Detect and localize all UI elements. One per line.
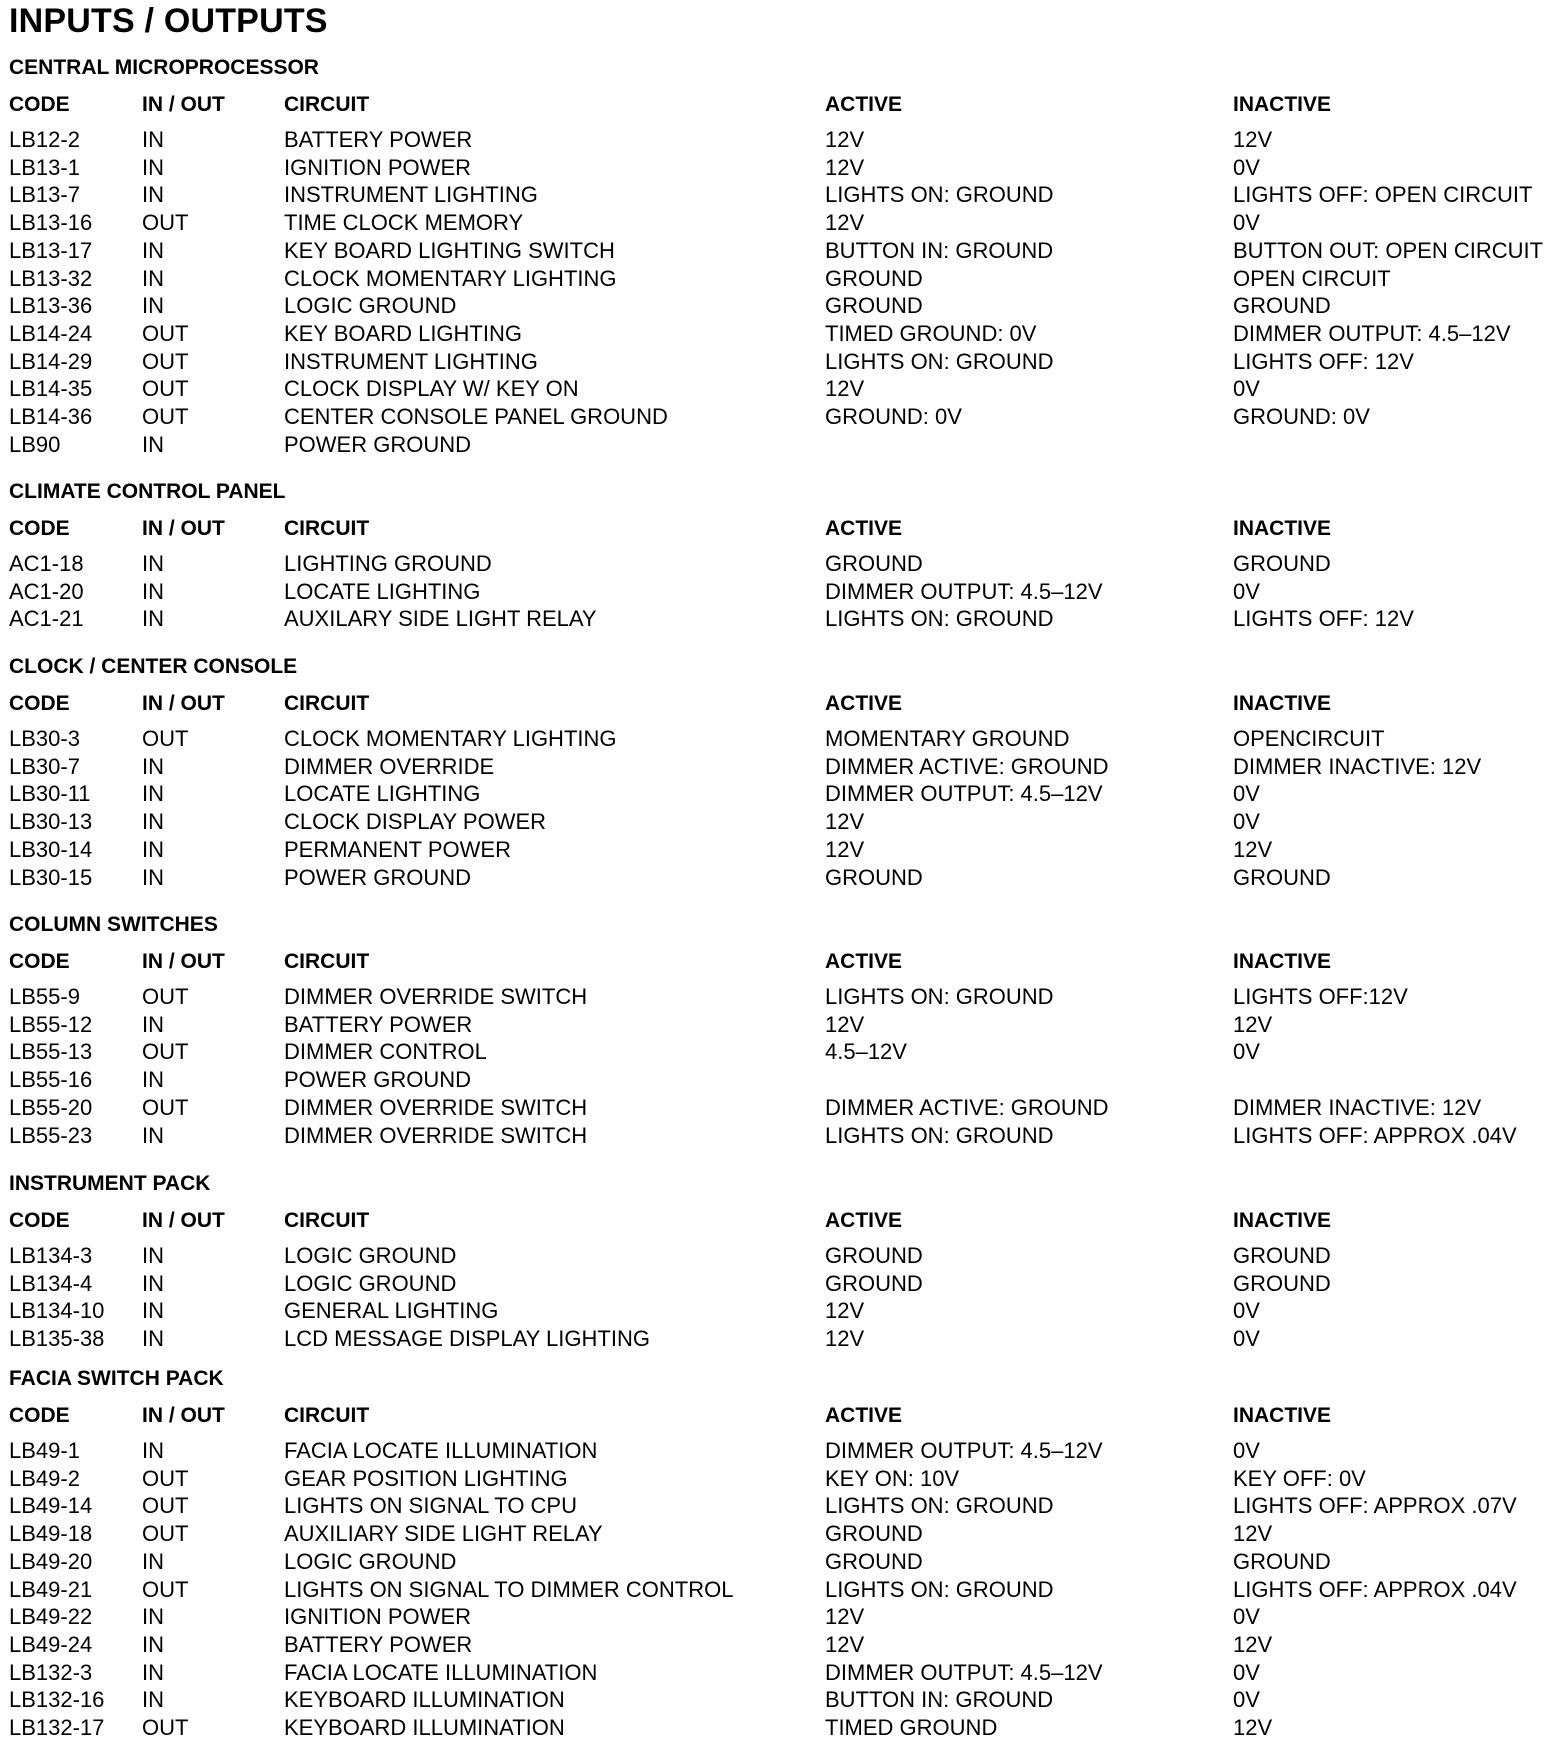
row-active: 12V	[825, 1298, 865, 1324]
row-active: GROUND	[825, 265, 923, 291]
row-circuit: INSTRUMENT LIGHTING	[284, 182, 538, 208]
row-inactive: GROUND	[1233, 1243, 1331, 1268]
column-header-io: IN / OUT	[142, 517, 225, 540]
row-active: 12V	[825, 809, 865, 835]
row-active: KEY ON: 10V	[825, 1465, 960, 1491]
row-circuit: LIGHTING GROUND	[284, 551, 492, 576]
row-inactive: 12V	[1233, 1521, 1273, 1547]
row-code: LB13-36	[9, 293, 93, 319]
column-header-code: CODE	[9, 93, 70, 116]
row-circuit: CLOCK MOMENTARY LIGHTING	[284, 726, 617, 751]
row-code: LB49-21	[9, 1576, 93, 1602]
column-header-io: IN / OUT	[142, 1404, 225, 1427]
row-io: IN	[142, 1011, 164, 1037]
row-inactive: 0V	[1233, 578, 1260, 604]
row-inactive: GROUND: 0V	[1233, 404, 1370, 429]
row-active: GROUND	[825, 551, 923, 576]
row-active: TIMED GROUND	[825, 1715, 998, 1740]
row-io: IN	[142, 1270, 164, 1296]
row-code: AC1-21	[9, 606, 84, 632]
row-circuit: LOGIC GROUND	[284, 1243, 457, 1268]
row-code: LB55-23	[9, 1122, 93, 1148]
column-header-active: ACTIVE	[825, 692, 903, 715]
row-code: LB14-24	[9, 320, 93, 346]
row-active: GROUND	[825, 293, 923, 319]
row-circuit: DIMMER OVERRIDE SWITCH	[284, 1094, 588, 1120]
row-io: IN	[142, 836, 164, 862]
row-io: OUT	[142, 1493, 189, 1519]
row-inactive: 0V	[1233, 376, 1260, 402]
column-header-circuit: CIRCUIT	[284, 1404, 370, 1427]
row-circuit: AUXILIARY SIDE LIGHT RELAY	[284, 1521, 603, 1547]
row-active: TIMED GROUND: 0V	[825, 320, 1037, 346]
column-header-circuit: CIRCUIT	[284, 692, 370, 715]
column-header-io: IN / OUT	[142, 692, 225, 715]
row-circuit: BATTERY POWER	[284, 1011, 473, 1037]
row-active: DIMMER OUTPUT: 4.5–12V	[825, 578, 1103, 604]
row-active: 12V	[825, 1326, 865, 1352]
row-code: LB55-13	[9, 1039, 93, 1065]
row-inactive: 0V	[1233, 809, 1260, 835]
row-code: LB30-15	[9, 864, 93, 890]
row-circuit: INSTRUMENT LIGHTING	[284, 348, 538, 374]
row-active: GROUND	[825, 864, 923, 890]
row-circuit: CLOCK MOMENTARY LIGHTING	[284, 265, 617, 291]
column-header-code: CODE	[9, 1404, 70, 1427]
column-header-active: ACTIVE	[825, 1404, 903, 1427]
section-title: CLOCK / CENTER CONSOLE	[9, 655, 298, 678]
column-header-inactive: INACTIVE	[1233, 93, 1332, 116]
row-code: LB134-3	[9, 1243, 93, 1268]
row-circuit: KEYBOARD ILLUMINATION	[284, 1715, 565, 1740]
row-code: LB13-17	[9, 237, 93, 263]
row-circuit: DIMMER OVERRIDE	[284, 753, 495, 779]
row-code: LB55-9	[9, 984, 80, 1009]
row-inactive: 0V	[1233, 154, 1260, 180]
row-circuit: CLOCK DISPLAY POWER	[284, 809, 547, 835]
row-circuit: BATTERY POWER	[284, 127, 473, 152]
row-io: OUT	[142, 1465, 189, 1491]
row-io: IN	[142, 781, 164, 807]
row-code: LB49-20	[9, 1548, 93, 1574]
row-active: 12V	[825, 836, 865, 862]
section-title: COLUMN SWITCHES	[9, 913, 218, 936]
row-active: GROUND	[825, 1548, 923, 1574]
row-circuit: GEAR POSITION LIGHTING	[284, 1465, 568, 1491]
row-active: GROUND	[825, 1243, 923, 1268]
row-code: LB14-35	[9, 376, 93, 402]
row-io: IN	[142, 1631, 164, 1657]
column-header-code: CODE	[9, 950, 70, 973]
row-active: GROUND	[825, 1270, 923, 1296]
row-io: OUT	[142, 1576, 189, 1602]
row-active: GROUND	[825, 1521, 923, 1547]
row-io: IN	[142, 1326, 164, 1352]
row-code: LB132-3	[9, 1659, 93, 1685]
row-circuit: KEY BOARD LIGHTING SWITCH	[284, 237, 615, 263]
row-io: IN	[142, 1438, 164, 1463]
row-code: LB49-1	[9, 1438, 80, 1463]
row-code: LB14-29	[9, 348, 93, 374]
row-code: LB30-3	[9, 726, 80, 751]
row-inactive: OPENCIRCUIT	[1233, 726, 1385, 751]
row-circuit: IGNITION POWER	[284, 154, 471, 180]
row-code: LB49-18	[9, 1521, 93, 1547]
row-io: IN	[142, 237, 164, 263]
section	[0, 56, 1568, 460]
row-io: OUT	[142, 1094, 189, 1120]
column-header-circuit: CIRCUIT	[284, 93, 370, 116]
row-circuit: AUXILARY SIDE LIGHT RELAY	[284, 606, 597, 632]
row-io: OUT	[142, 726, 189, 751]
row-active: DIMMER OUTPUT: 4.5–12V	[825, 781, 1103, 807]
row-inactive: KEY OFF: 0V	[1233, 1465, 1366, 1491]
column-header-inactive: INACTIVE	[1233, 1404, 1332, 1427]
column-header-io: IN / OUT	[142, 93, 225, 116]
row-active: 12V	[825, 1011, 865, 1037]
row-io: OUT	[142, 348, 189, 374]
column-header-active: ACTIVE	[825, 93, 903, 116]
section	[0, 913, 1568, 1151]
row-circuit: BATTERY POWER	[284, 1631, 473, 1657]
row-active: DIMMER ACTIVE: GROUND	[825, 1094, 1109, 1120]
column-header-inactive: INACTIVE	[1233, 950, 1332, 973]
row-circuit: DIMMER OVERRIDE SWITCH	[284, 1122, 588, 1148]
row-code: LB132-16	[9, 1687, 105, 1713]
row-active: LIGHTS ON: GROUND	[825, 1493, 1054, 1519]
row-code: LB135-38	[9, 1326, 105, 1352]
column-header-io: IN / OUT	[142, 950, 225, 973]
row-active: DIMMER OUTPUT: 4.5–12V	[825, 1438, 1103, 1463]
row-active: MOMENTARY GROUND	[825, 726, 1070, 751]
row-active: DIMMER ACTIVE: GROUND	[825, 753, 1109, 779]
row-inactive: GROUND	[1233, 1270, 1331, 1296]
row-circuit: DIMMER OVERRIDE SWITCH	[284, 984, 588, 1009]
row-code: LB49-2	[9, 1465, 80, 1491]
section-title: CLIMATE CONTROL PANEL	[9, 480, 286, 503]
column-header-circuit: CIRCUIT	[284, 517, 370, 540]
row-inactive: GROUND	[1233, 551, 1331, 576]
row-inactive: DIMMER INACTIVE: 12V	[1233, 753, 1482, 779]
row-inactive: LIGHTS OFF: 12V	[1233, 606, 1414, 632]
row-active: 12V	[825, 127, 865, 152]
row-inactive: 12V	[1233, 1631, 1273, 1657]
row-inactive: GROUND	[1233, 864, 1331, 890]
row-code: AC1-18	[9, 551, 84, 576]
row-inactive: LIGHTS OFF:12V	[1233, 984, 1408, 1009]
column-header-circuit: CIRCUIT	[284, 950, 370, 973]
row-circuit: PERMANENT POWER	[284, 836, 511, 862]
row-io: IN	[142, 1298, 164, 1324]
row-active: BUTTON IN: GROUND	[825, 1687, 1054, 1713]
column-header-code: CODE	[9, 1209, 70, 1232]
column-header-circuit: CIRCUIT	[284, 1209, 370, 1232]
row-code: LB55-16	[9, 1067, 93, 1093]
row-io: OUT	[142, 1039, 189, 1065]
row-active: LIGHTS ON: GROUND	[825, 984, 1054, 1009]
row-circuit: KEY BOARD LIGHTING	[284, 320, 522, 346]
row-active: 12V	[825, 376, 865, 402]
row-code: LB14-36	[9, 404, 93, 429]
row-code: LB13-7	[9, 182, 80, 208]
row-active: LIGHTS ON: GROUND	[825, 606, 1054, 632]
column-header-inactive: INACTIVE	[1233, 1209, 1332, 1232]
row-code: LB13-1	[9, 154, 80, 180]
row-code: LB13-32	[9, 265, 93, 291]
row-active: BUTTON IN: GROUND	[825, 237, 1054, 263]
row-inactive: 12V	[1233, 1011, 1273, 1037]
row-code: LB30-14	[9, 836, 93, 862]
row-inactive: LIGHTS OFF: APPROX .04V	[1233, 1576, 1517, 1602]
row-circuit: LIGHTS ON SIGNAL TO DIMMER CONTROL	[284, 1576, 734, 1602]
row-inactive: 0V	[1233, 1659, 1260, 1685]
row-io: IN	[142, 1122, 164, 1148]
row-io: IN	[142, 1659, 164, 1685]
row-circuit: LIGHTS ON SIGNAL TO CPU	[284, 1493, 577, 1519]
row-code: LB49-22	[9, 1604, 93, 1630]
row-circuit: TIME CLOCK MEMORY	[284, 210, 524, 236]
row-circuit: POWER GROUND	[284, 1067, 471, 1093]
row-io: IN	[142, 1604, 164, 1630]
row-io: IN	[142, 1243, 164, 1268]
column-header-active: ACTIVE	[825, 517, 903, 540]
row-io: IN	[142, 809, 164, 835]
row-circuit: POWER GROUND	[284, 864, 471, 890]
row-circuit: CLOCK DISPLAY W/ KEY ON	[284, 376, 579, 402]
row-inactive: 0V	[1233, 1039, 1260, 1065]
row-inactive: 0V	[1233, 210, 1260, 236]
row-code: LB134-10	[9, 1298, 105, 1324]
column-header-inactive: INACTIVE	[1233, 692, 1332, 715]
row-active: LIGHTS ON: GROUND	[825, 1122, 1054, 1148]
row-circuit: POWER GROUND	[284, 431, 471, 457]
row-inactive: 12V	[1233, 1715, 1273, 1740]
row-inactive: 0V	[1233, 1604, 1260, 1630]
row-active: LIGHTS ON: GROUND	[825, 182, 1054, 208]
row-circuit: IGNITION POWER	[284, 1604, 471, 1630]
row-active: 12V	[825, 1631, 865, 1657]
row-inactive: LIGHTS OFF: APPROX .07V	[1233, 1493, 1517, 1519]
row-circuit: LOCATE LIGHTING	[284, 781, 481, 807]
row-active: 12V	[825, 154, 865, 180]
section-title: FACIA SWITCH PACK	[9, 1367, 224, 1390]
row-code: LB30-13	[9, 809, 93, 835]
section	[0, 655, 1568, 893]
row-inactive: 0V	[1233, 1326, 1260, 1352]
row-io: IN	[142, 551, 164, 576]
row-code: LB49-14	[9, 1493, 93, 1519]
row-inactive: 0V	[1233, 1298, 1260, 1324]
row-inactive: 12V	[1233, 836, 1273, 862]
row-code: LB49-24	[9, 1631, 93, 1657]
row-io: OUT	[142, 984, 189, 1009]
row-active: GROUND: 0V	[825, 404, 962, 429]
row-io: IN	[142, 431, 164, 457]
row-active: 4.5–12V	[825, 1039, 907, 1065]
row-io: IN	[142, 864, 164, 890]
row-code: LB55-12	[9, 1011, 93, 1037]
row-circuit: LCD MESSAGE DISPLAY LIGHTING	[284, 1326, 650, 1352]
row-inactive: 0V	[1233, 1438, 1260, 1463]
row-inactive: LIGHTS OFF: 12V	[1233, 348, 1414, 374]
row-circuit: LOCATE LIGHTING	[284, 578, 481, 604]
row-active: LIGHTS ON: GROUND	[825, 348, 1054, 374]
row-io: IN	[142, 1548, 164, 1574]
row-inactive: 0V	[1233, 781, 1260, 807]
row-io: OUT	[142, 404, 189, 429]
row-code: LB13-16	[9, 210, 93, 236]
row-io: OUT	[142, 1521, 189, 1547]
row-code: LB90	[9, 431, 61, 457]
row-io: OUT	[142, 320, 189, 346]
column-header-active: ACTIVE	[825, 950, 903, 973]
row-inactive: DIMMER INACTIVE: 12V	[1233, 1094, 1482, 1120]
column-header-code: CODE	[9, 517, 70, 540]
column-header-active: ACTIVE	[825, 1209, 903, 1232]
row-circuit: CENTER CONSOLE PANEL GROUND	[284, 404, 668, 429]
row-active: LIGHTS ON: GROUND	[825, 1576, 1054, 1602]
row-inactive: GROUND	[1233, 293, 1331, 319]
row-io: IN	[142, 265, 164, 291]
row-io: OUT	[142, 376, 189, 402]
row-circuit: FACIA LOCATE ILLUMINATION	[284, 1659, 598, 1685]
row-circuit: KEYBOARD ILLUMINATION	[284, 1687, 565, 1713]
row-code: LB134-4	[9, 1270, 93, 1296]
row-circuit: FACIA LOCATE ILLUMINATION	[284, 1438, 598, 1463]
row-code: LB30-7	[9, 753, 80, 779]
row-io: IN	[142, 1687, 164, 1713]
row-inactive: LIGHTS OFF: APPROX .04V	[1233, 1122, 1517, 1148]
row-code: LB12-2	[9, 127, 80, 152]
row-active: 12V	[825, 1604, 865, 1630]
row-circuit: DIMMER CONTROL	[284, 1039, 487, 1065]
row-inactive: GROUND	[1233, 1548, 1331, 1574]
row-inactive: DIMMER OUTPUT: 4.5–12V	[1233, 320, 1511, 346]
section-title: CENTRAL MICROPROCESSOR	[9, 56, 319, 79]
row-io: IN	[142, 606, 164, 632]
row-circuit: LOGIC GROUND	[284, 1548, 457, 1574]
row-io: IN	[142, 753, 164, 779]
row-code: AC1-20	[9, 578, 84, 604]
section	[0, 480, 1568, 635]
row-circuit: LOGIC GROUND	[284, 1270, 457, 1296]
row-io: IN	[142, 182, 164, 208]
row-io: IN	[142, 1067, 164, 1093]
row-inactive: 12V	[1233, 127, 1273, 152]
page-title: INPUTS / OUTPUTS	[9, 2, 328, 40]
row-io: IN	[142, 154, 164, 180]
row-inactive: BUTTON OUT: OPEN CIRCUIT	[1233, 237, 1544, 263]
row-io: IN	[142, 127, 164, 152]
row-circuit: GENERAL LIGHTING	[284, 1298, 499, 1324]
row-active: DIMMER OUTPUT: 4.5–12V	[825, 1659, 1103, 1685]
row-inactive: LIGHTS OFF: OPEN CIRCUIT	[1233, 182, 1533, 208]
row-inactive: 0V	[1233, 1687, 1260, 1713]
row-inactive: OPEN CIRCUIT	[1233, 265, 1391, 291]
row-io: OUT	[142, 1715, 189, 1740]
row-io: OUT	[142, 210, 189, 236]
section	[0, 1172, 1568, 1355]
row-io: IN	[142, 293, 164, 319]
row-io: IN	[142, 578, 164, 604]
row-code: LB55-20	[9, 1094, 93, 1120]
column-header-io: IN / OUT	[142, 1209, 225, 1232]
row-active: 12V	[825, 210, 865, 236]
section-title: INSTRUMENT PACK	[9, 1172, 211, 1195]
row-code: LB132-17	[9, 1715, 105, 1740]
row-code: LB30-11	[9, 781, 91, 807]
column-header-code: CODE	[9, 692, 70, 715]
row-circuit: LOGIC GROUND	[284, 293, 457, 319]
section	[0, 1367, 1568, 1744]
column-header-inactive: INACTIVE	[1233, 517, 1332, 540]
